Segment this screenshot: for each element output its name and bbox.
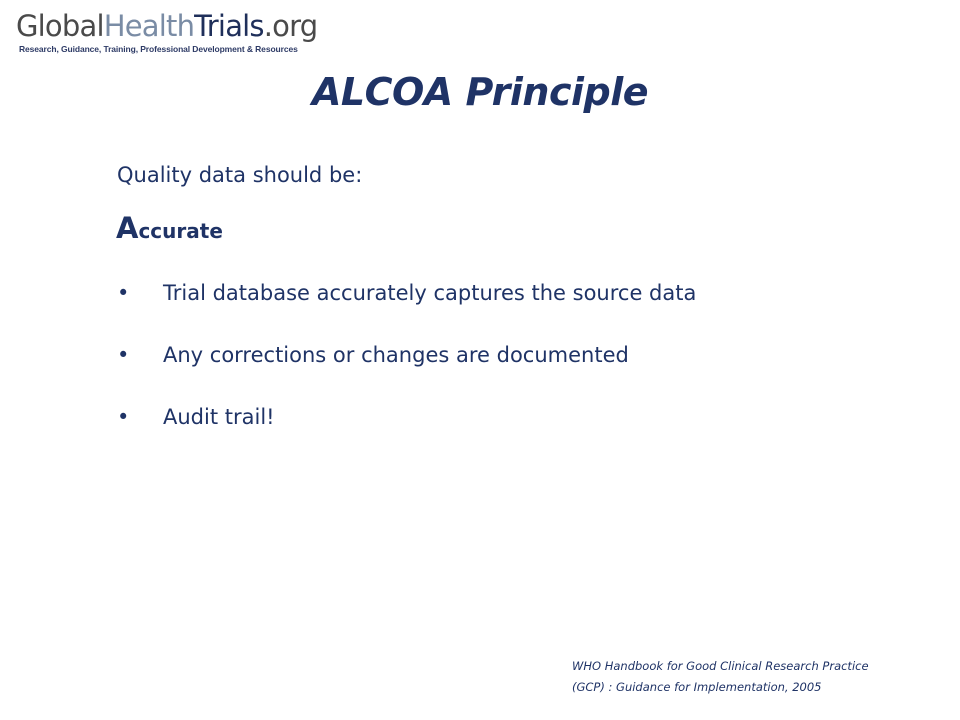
logo-part-health: Health <box>103 9 195 43</box>
bullet-text: Audit trail! <box>163 405 275 429</box>
reference-citation <box>572 656 932 698</box>
logo-part-global: Global <box>16 9 104 43</box>
globalhealthtrials-logo[interactable] <box>14 6 318 56</box>
logo-wordmark <box>16 6 317 46</box>
bullet-text: Trial database accurately captures the source data <box>163 281 697 305</box>
logo-part-org: .org <box>263 9 318 43</box>
bullet-text: Any corrections or changes are documented <box>163 343 629 367</box>
logo-tagline: Research, Guidance, Training, Professional Development & Resources <box>19 44 298 54</box>
reference-line-2: (GCP) : Guidance for Implementation, 2005 <box>572 680 822 694</box>
principle-term <box>116 211 223 245</box>
slide-title: ALCOA Principle <box>311 70 648 114</box>
term-initial-letter: A <box>116 211 139 245</box>
bullet-dot-icon: • <box>117 281 130 305</box>
intro-text: Quality data should be: <box>117 163 363 187</box>
bullet-dot-icon: • <box>117 405 130 429</box>
term-rest: ccurate <box>138 219 223 243</box>
logo-part-trials: Trials <box>194 9 264 43</box>
bullet-dot-icon: • <box>117 343 130 367</box>
reference-line-1: WHO Handbook for Good Clinical Research Practice <box>572 659 869 673</box>
